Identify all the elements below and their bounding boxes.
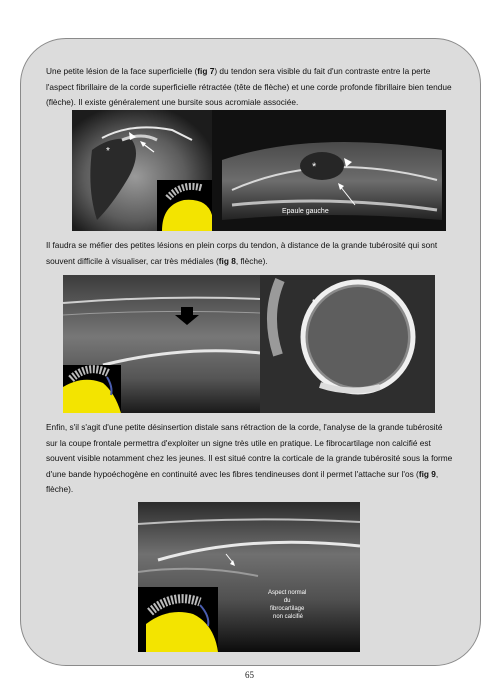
- fig7-mri-image: [72, 110, 212, 231]
- paragraph-fig8: Il faudra se méfier des petites lésions en plein corps du tendon, à distance de la grande tubérosité qui sont souvent difficile à visualiser, car très médiales (fig 8, flèche).: [46, 240, 438, 266]
- svg-text:*: *: [106, 146, 110, 157]
- fig7-label: Epaule gauche: [282, 208, 329, 215]
- fig8-ultrasound-image: [63, 275, 260, 413]
- fig8-ct-image: [260, 275, 435, 413]
- page-number: 65: [245, 670, 254, 680]
- svg-text:*: *: [312, 298, 316, 307]
- svg-text:Aspect normal du f: Aspect normal du fibrocartilage non calcifié: [267, 590, 307, 620]
- fig9-ultrasound-image: [138, 502, 360, 652]
- paragraph-fig7: Une petite lésion de la face superficielle (fig 7) du tendon sera visible du fait d'un contraste entre la perte l'aspect fibrillaire de la corde superficielle rétractée (tête de flèche) et une corde profonde fibrillaire bien tendue (flèche). Il existe généralement une bursite sous acromiale associée.: [46, 66, 452, 107]
- paragraph-fig9: Enfin, s'il s'agit d'une petite désinsertion distale sans rétraction de la corde, l'analyse de la grande tubérosité sur la coupe frontale permettra d'exploiter un signe très utile en pratique. Le fibrocartilage non calcifié est souvent visible notamment chez les jeunes. Il est situé contre la corticale de la grande tubérosité sous la forme d'une bande hypoéchogène en continuité avec les fibres tendineuses dont il permet l'attache sur l'os (fig 9, flèche).: [46, 422, 453, 494]
- fig7-ultrasound-image: [212, 110, 446, 231]
- svg-text:*: *: [312, 161, 317, 173]
